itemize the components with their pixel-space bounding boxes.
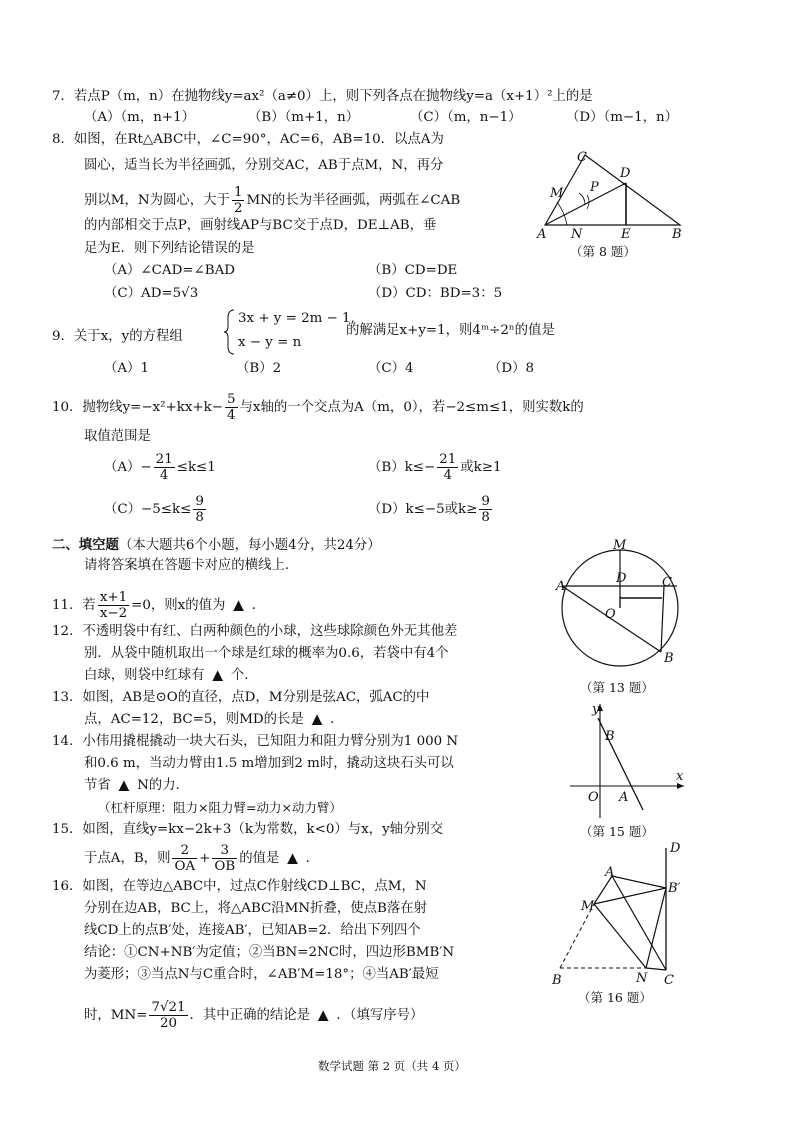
q16-label-c: C <box>664 973 674 988</box>
q10-line-1 <box>52 392 584 423</box>
q8-option-c: （C）AD=5√3 <box>104 286 199 301</box>
q16-l6-end: ．（填写序号） <box>336 1008 424 1023</box>
q10-option-c <box>104 494 208 525</box>
q13-label-a: A <box>556 579 566 594</box>
q10-b-pre: （B）k≤− <box>368 460 436 475</box>
q10-post: 与x轴的一个交点为A（m，0），若−2≤m≤1，则实数k的 <box>239 400 584 415</box>
q13-label-o: O <box>605 607 616 622</box>
q8-frac-num: 1 <box>233 185 243 200</box>
q9-option-d: （D）8 <box>488 361 535 376</box>
q16-line-6 <box>84 1000 423 1031</box>
q15-label-x: x <box>676 769 684 784</box>
q9-option-a: （A）1 <box>104 361 149 376</box>
q10-a-frac <box>154 452 175 483</box>
q12-line-2: 别．从袋中随机取出一个球是红球的概率为0.6，若袋中有4个 <box>84 646 449 661</box>
q13-label-m: M <box>613 538 627 553</box>
q8-label-a: A <box>537 227 547 242</box>
q12-line-1: 12．不透明袋中有红、白两种颜色的小球，这些球除颜色外无其他差 <box>52 624 458 639</box>
q11-frac-den: x−2 <box>99 606 128 621</box>
q16-line-4: 结论：①CN+NB′为定值；②当BN=2NC时，四边形BMB′N <box>84 945 455 960</box>
q10-d-pre: （D）k≤−5或k≥ <box>368 502 478 517</box>
q16-line-5: 为菱形；③当点N与C重合时，∠AB′M=18°；④当AB′最短 <box>84 967 439 982</box>
q10-a-post: ≤k≤1 <box>176 460 216 475</box>
q14-l3-post: N的力． <box>137 778 189 793</box>
section-2-note: 请将答案填在答题卡对应的横线上． <box>84 558 299 573</box>
q11-pre: 11．若 <box>52 598 96 613</box>
section-2-desc: （本大题共6个小题，每小题4分，共24分） <box>118 538 381 553</box>
q16-answer-blank[interactable]: ▲ <box>318 1008 329 1023</box>
q10-b-post: 或k≥1 <box>460 460 502 475</box>
q16-label-d: D <box>670 841 681 856</box>
q11-frac-num: x+1 <box>99 590 128 605</box>
q7-option-d: （D）（m−1，n） <box>566 110 679 125</box>
q16-caption: （第 16 题） <box>578 990 652 1005</box>
q10-frac-den: 4 <box>226 408 236 423</box>
q8-line-2: 圆心，适当长为半径画弧，分别交AC，AB于点M，N，再分 <box>84 158 444 173</box>
q10-line-2: 取值范围是 <box>84 429 151 444</box>
q13-label-c: C <box>662 575 672 590</box>
q15-caption: （第 15 题） <box>580 824 654 839</box>
q16-l6-pre: 时，MN= <box>84 1008 148 1023</box>
q15-line-2 <box>84 843 319 874</box>
q15-frac-1-den: OA <box>174 859 196 874</box>
q15-l2-pre: 于点A，B，则 <box>84 851 171 866</box>
q7-stem: 7．若点P（m，n）在抛物线y=ax²（a≠0）上，则下列各点在抛物线y=a（x+1）²上的是 <box>52 89 593 104</box>
q16-line-1: 16．如图，在等边△ABC中，过点C作射线CD⊥BC，点M，N <box>52 879 427 894</box>
q8-option-d: （D）CD：BD=3：5 <box>368 286 503 301</box>
q16-label-n: N <box>636 971 648 986</box>
q16-frac-den: 20 <box>159 1016 177 1031</box>
q8-line-1: 8．如图，在Rt△ABC中，∠C=90°，AC=6，AB=10．以点A为 <box>52 132 444 147</box>
q15-figure <box>568 700 688 822</box>
q8-label-m: M <box>550 186 564 201</box>
q14-line-1: 14．小伟用撬棍撬动一块大石头，已知阻力和阻力臂分别为1 000 N <box>52 734 459 749</box>
q15-frac-2-den: OB <box>214 859 236 874</box>
q11-end: ． <box>251 598 266 613</box>
q10-pre: 10．抛物线y=−x²+kx+k− <box>52 400 223 415</box>
q8-figure <box>535 145 695 240</box>
q13-line-1: 13．如图，AB是⊙O的直径，点D，M分别是弦AC，弧AC的中 <box>52 690 430 705</box>
q11-line <box>52 590 265 621</box>
q9-eq-1: 3x + y = 2m − 1, <box>238 311 355 326</box>
q16-label-a: A <box>605 865 615 880</box>
section-2-header <box>52 536 381 555</box>
q7-option-c: （C）（m，n−1） <box>410 110 522 125</box>
q15-frac-2 <box>212 843 237 874</box>
q10-b-num: 21 <box>439 452 457 467</box>
q15-end: ． <box>305 851 320 866</box>
q16-figure <box>548 840 688 990</box>
q16-line-2: 分别在边AB，BC上，将△ABC沿MN折叠，使点B落在射 <box>84 901 428 916</box>
q13-l2-post: ． <box>330 712 344 727</box>
q16-fraction <box>149 1000 187 1031</box>
q8-line-3b: MN的长为半径画弧，两弧在∠CAB <box>246 193 461 208</box>
q8-line-4: 的内部相交于点P，画射线AP与BC交于点D，DE⊥AB，垂 <box>84 218 437 233</box>
q10-d-frac <box>479 494 492 525</box>
q14-answer-blank[interactable]: ▲ <box>118 778 130 793</box>
q10-d-num: 9 <box>481 494 490 509</box>
q8-label-d: D <box>620 166 631 181</box>
q12-l3-post: 个． <box>230 668 258 683</box>
q13-figure <box>558 538 688 678</box>
q8-label-p: P <box>590 180 599 195</box>
q10-b-frac <box>437 452 458 483</box>
q9-option-b: （B）2 <box>236 361 282 376</box>
q14-l3-pre: 节省 <box>84 778 111 793</box>
q10-option-a <box>104 452 216 483</box>
q14-line-2: 和0.6 m，当动力臂由1.5 m增加到2 m时，撬动这块石头可以 <box>84 756 454 771</box>
q8-caption: （第 8 题） <box>570 244 636 259</box>
page-footer: 数学试题 第 2 页（共 4 页） <box>318 1059 466 1073</box>
q13-label-d: D <box>616 571 627 586</box>
section-2-title: 二、填空题 <box>52 537 119 553</box>
q10-option-b <box>368 452 501 483</box>
q13-line-2 <box>84 711 344 729</box>
q10-c-num: 9 <box>195 494 204 509</box>
q9-brace <box>222 308 236 356</box>
q15-label-a: A <box>619 790 629 805</box>
q8-line-3a: 别以M，N为圆心，大于 <box>84 193 230 208</box>
q8-option-a: （A）∠CAD=∠BAD <box>104 263 236 278</box>
q8-label-b: B <box>672 227 682 242</box>
q10-a-pre: （A）− <box>104 460 152 475</box>
q12-line-3 <box>84 667 258 685</box>
q7-option-a: （A）（m，n+1） <box>84 110 195 125</box>
q11-fraction <box>98 590 129 621</box>
q10-c-pre: （C）−5≤k≤ <box>104 502 192 517</box>
q15-frac-1 <box>172 843 197 874</box>
q13-l2-pre: 点，AC=12，BC=5，则MD的长是 <box>84 712 304 727</box>
q8-line-3 <box>84 185 460 216</box>
q16-label-m: M <box>581 899 595 914</box>
q9-option-c: （C）4 <box>368 361 414 376</box>
q13-caption: （第 13 题） <box>580 680 654 695</box>
q15-plus: + <box>199 851 211 866</box>
q10-d-den: 8 <box>481 510 490 525</box>
q10-c-frac <box>193 494 206 525</box>
q12-l3-pre: 白球，则袋中红球有 <box>84 668 205 683</box>
q15-answer-blank[interactable]: ▲ <box>287 851 298 866</box>
q16-label-b: B <box>552 973 562 988</box>
q9-post: 的解满足x+y=1，则4ᵐ÷2ⁿ的值是 <box>346 323 555 338</box>
q16-label-b-prime: B′ <box>668 881 681 896</box>
q15-l2-post: 的值是 <box>239 851 280 866</box>
q14-line-4: （杠杆原理：阻力×阻力臂=动力×动力臂） <box>98 800 342 815</box>
q14-line-3 <box>84 777 189 795</box>
q13-label-b: B <box>664 651 674 666</box>
q9-eq-2: x − y = n <box>238 335 302 350</box>
q16-l6-post: ．其中正确的结论是 <box>189 1008 311 1023</box>
q15-label-y: y <box>592 702 600 717</box>
q8-label-c: C <box>577 150 587 165</box>
q12-answer-blank[interactable]: ▲ <box>212 668 223 683</box>
q11-post: =0，则x的值为 <box>131 598 226 613</box>
q7-option-b: （B）（m+1，n） <box>248 110 360 125</box>
q15-frac-1-num: 2 <box>172 843 197 859</box>
q10-frac-num: 5 <box>226 392 236 407</box>
q8-frac-den: 2 <box>233 201 243 216</box>
q15-line-1: 15．如图，直线y=kx−2k+3（k为常数，k<0）与x，y轴分别交 <box>52 822 444 837</box>
q10-b-den: 4 <box>443 468 452 483</box>
q10-a-den: 4 <box>159 468 169 483</box>
q10-c-den: 8 <box>195 510 204 525</box>
q13-answer-blank[interactable]: ▲ <box>311 712 323 727</box>
q8-label-n: N <box>571 227 583 242</box>
q10-fraction <box>225 392 238 423</box>
q8-fraction <box>232 185 245 216</box>
q15-label-o: O <box>588 790 599 805</box>
q9-pre: 9．关于x，y的方程组 <box>52 329 183 344</box>
q8-line-5: 足为E．则下列结论错误的是 <box>84 241 255 256</box>
q8-option-b: （B）CD=DE <box>368 263 458 278</box>
q10-a-num: 21 <box>155 452 173 467</box>
q15-frac-2-num: 3 <box>212 843 237 859</box>
q16-line-3: 线CD上的点B′处，连接AB′，已知AB=2．给出下列四个 <box>84 923 421 938</box>
q16-frac-num: 7√21 <box>151 1000 186 1015</box>
q10-option-d <box>368 494 494 525</box>
q11-answer-blank[interactable]: ▲ <box>233 598 244 613</box>
q8-label-e: E <box>621 227 631 242</box>
q15-label-b: B <box>605 729 615 744</box>
